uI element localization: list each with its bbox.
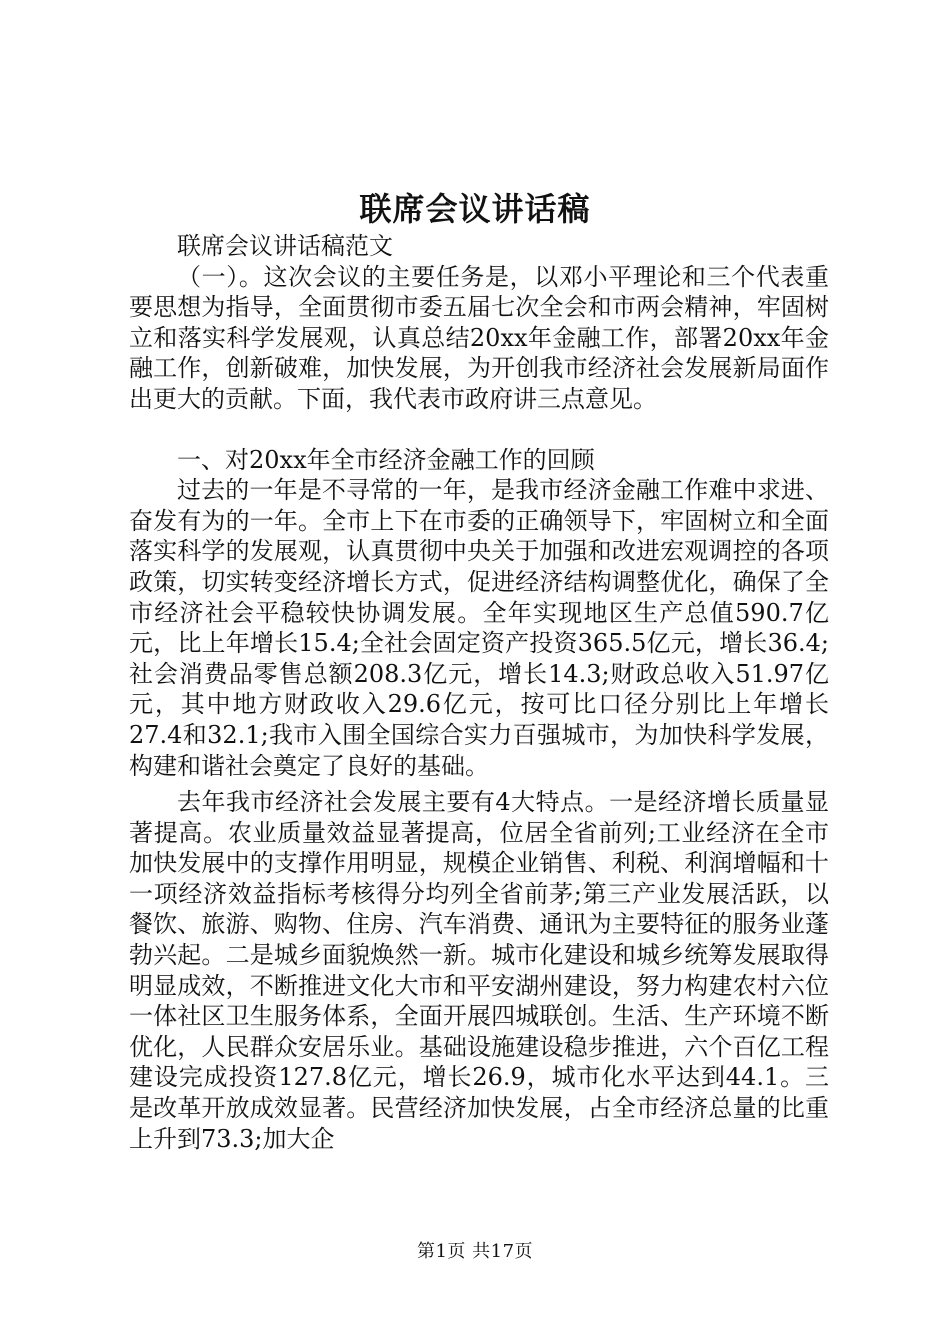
page-footer	[0, 1240, 950, 1264]
document-body	[129, 231, 829, 1154]
page-number-label: 第1页 共17页	[416, 1241, 534, 1262]
paragraph-intro: （一）。这次会议的主要任务是，以邓小平理论和三个代表重要思想为指导，全面贯彻市委五届七次全会和市两会精神，牢固树立和落实科学发展观，认真总结20xx年金融工作，部署20xx年金融工作，创新破难，加快发展，为开创我市经济社会发展新局面作出更大的贡献。下面，我代表市政府讲三点意见。	[129, 262, 829, 413]
document-title: 联席会议讲话稿	[359, 190, 591, 228]
section-heading: 一、对20xx年全市经济金融工作的回顾	[177, 445, 595, 474]
paragraph-review: 过去的一年是不寻常的一年，是我市经济金融工作难中求进、奋发有为的一年。全市上下在市委的正确领导下，牢固树立和全面落实科学的发展观，认真贯彻中央关于加强和改进宏观调控的各项政策，切实转变经济增长方式，促进经济结构调整优化，确保了全市经济社会平稳较快协调发展。全年实现地区生产总值590.7亿元，比上年增长15.4;全社会固定资产投资365.5亿元，增长36.4;社会消费品零售总额208.3亿元，增长14.3;财政总收入51.97亿元，其中地方财政收入29.6亿元，按可比口径分别比上年增长27.4和32.1;我市入围全国综合实力百强城市，为加快科学发展，构建和谐社会奠定了良好的基础。	[129, 476, 829, 780]
paragraph-features: 去年我市经济社会发展主要有4大特点。一是经济增长质量显著提高。农业质量效益显著提高，位居全省前列;工业经济在全市加快发展中的支撑作用明显，规模企业销售、利税、利润增幅和十一项经济效益指标考核得分均列全省前茅;第三产业发展活跃，以餐饮、旅游、购物、住房、汽车消费、通讯为主要特征的服务业蓬勃兴起。二是城乡面貌焕然一新。城市化建设和城乡统筹发展取得明显成效，不断推进文化大市和平安湖州建设，努力构建农村六位一体社区卫生服务体系，全面开展四城联创。生活、生产环境不断优化，人民群众安居乐业。基础设施建设稳步推进，六个百亿工程建设完成投资127.8亿元，增长26.9，城市化水平达到44.1。三是改革开放成效显著。民营经济加快发展，占全市经济总量的比重上升到73.3;加大企	[129, 788, 829, 1153]
document-subtitle: 联席会议讲话稿范文	[177, 232, 393, 260]
